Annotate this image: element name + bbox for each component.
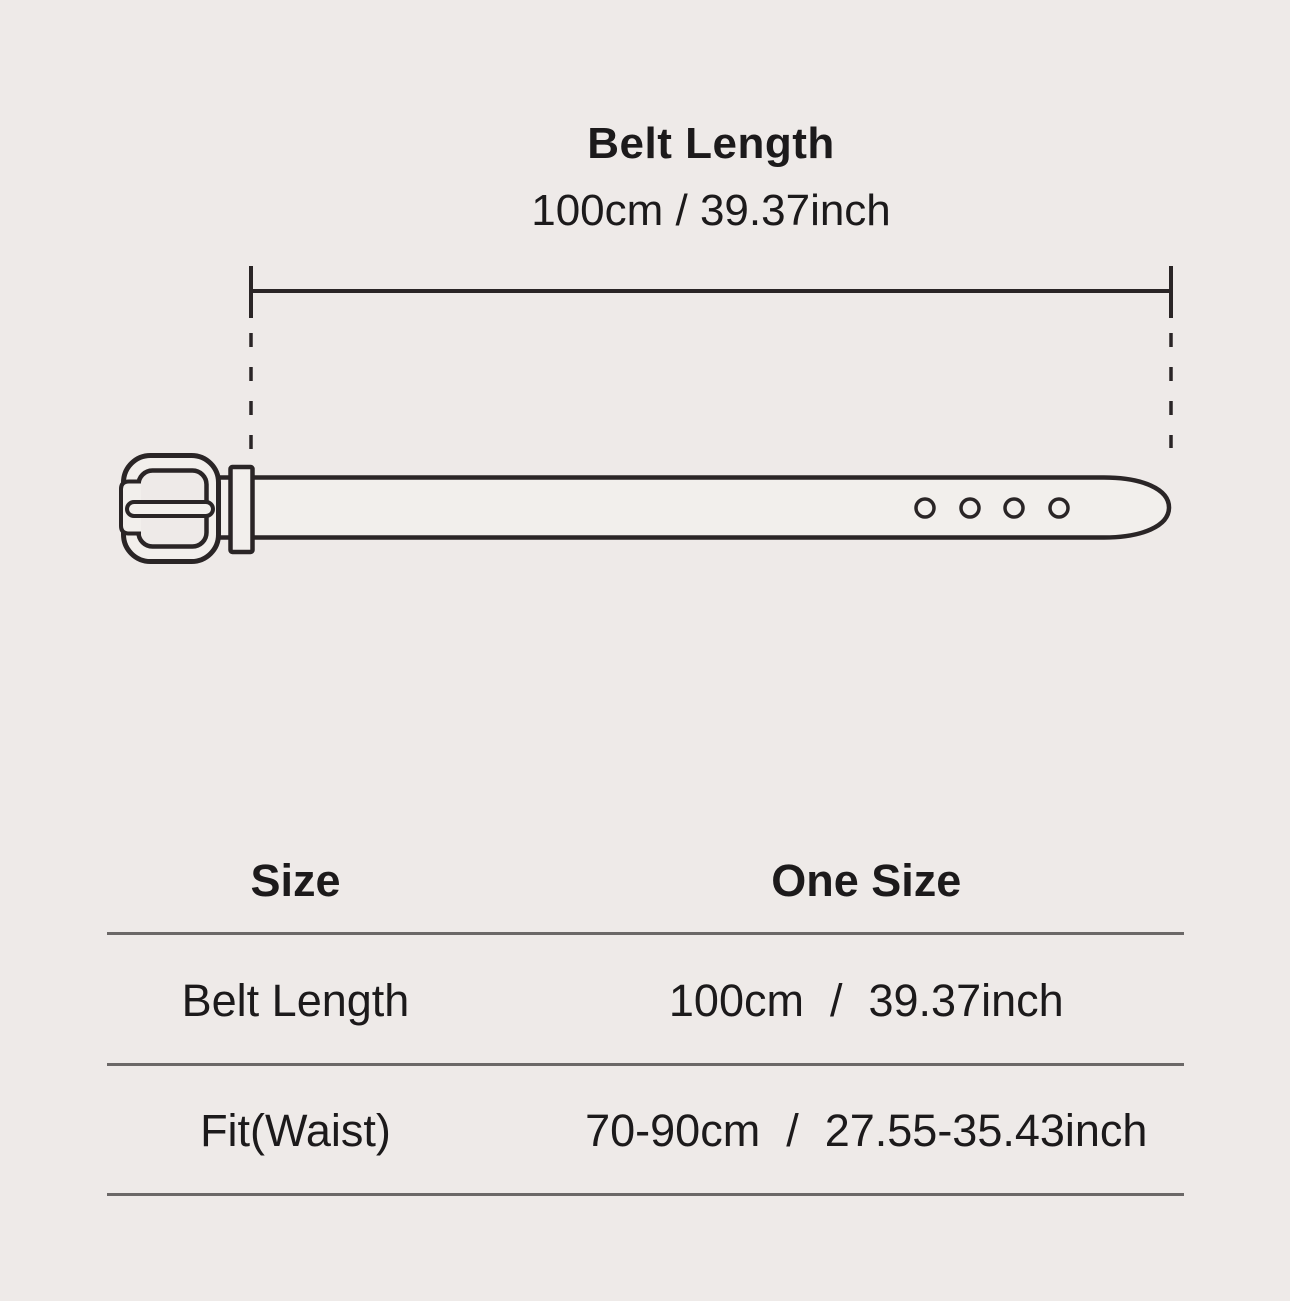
size-table-header-row — [107, 845, 1184, 915]
row-value-metric: 70-90cm — [585, 1104, 761, 1156]
row-label: Belt Length — [181, 974, 410, 1026]
row-value-imperial: 39.37inch — [868, 974, 1064, 1026]
table-row-fit-waist — [107, 1095, 1184, 1165]
row-value-metric: 100cm — [668, 974, 804, 1026]
size-table — [107, 0, 1184, 1301]
row-value-separator: / — [786, 1104, 799, 1156]
row-value-separator: / — [829, 974, 843, 1026]
row-label: Fit(Waist) — [200, 1104, 391, 1156]
table-divider-top — [107, 932, 1184, 935]
table-divider-bottom — [107, 1193, 1184, 1196]
row-value-imperial: 27.55-35.43inch — [824, 1104, 1148, 1156]
row-value — [549, 1104, 1184, 1156]
table-divider-middle — [107, 1063, 1184, 1066]
row-value — [549, 974, 1184, 1026]
size-table-header-size: Size — [250, 854, 341, 906]
diagram-measurement-text: 100cm / 39.37inch — [531, 186, 891, 235]
size-table-header-one-size: One Size — [771, 854, 962, 906]
diagram-title: Belt Length — [587, 119, 835, 168]
table-row-belt-length — [107, 965, 1184, 1035]
